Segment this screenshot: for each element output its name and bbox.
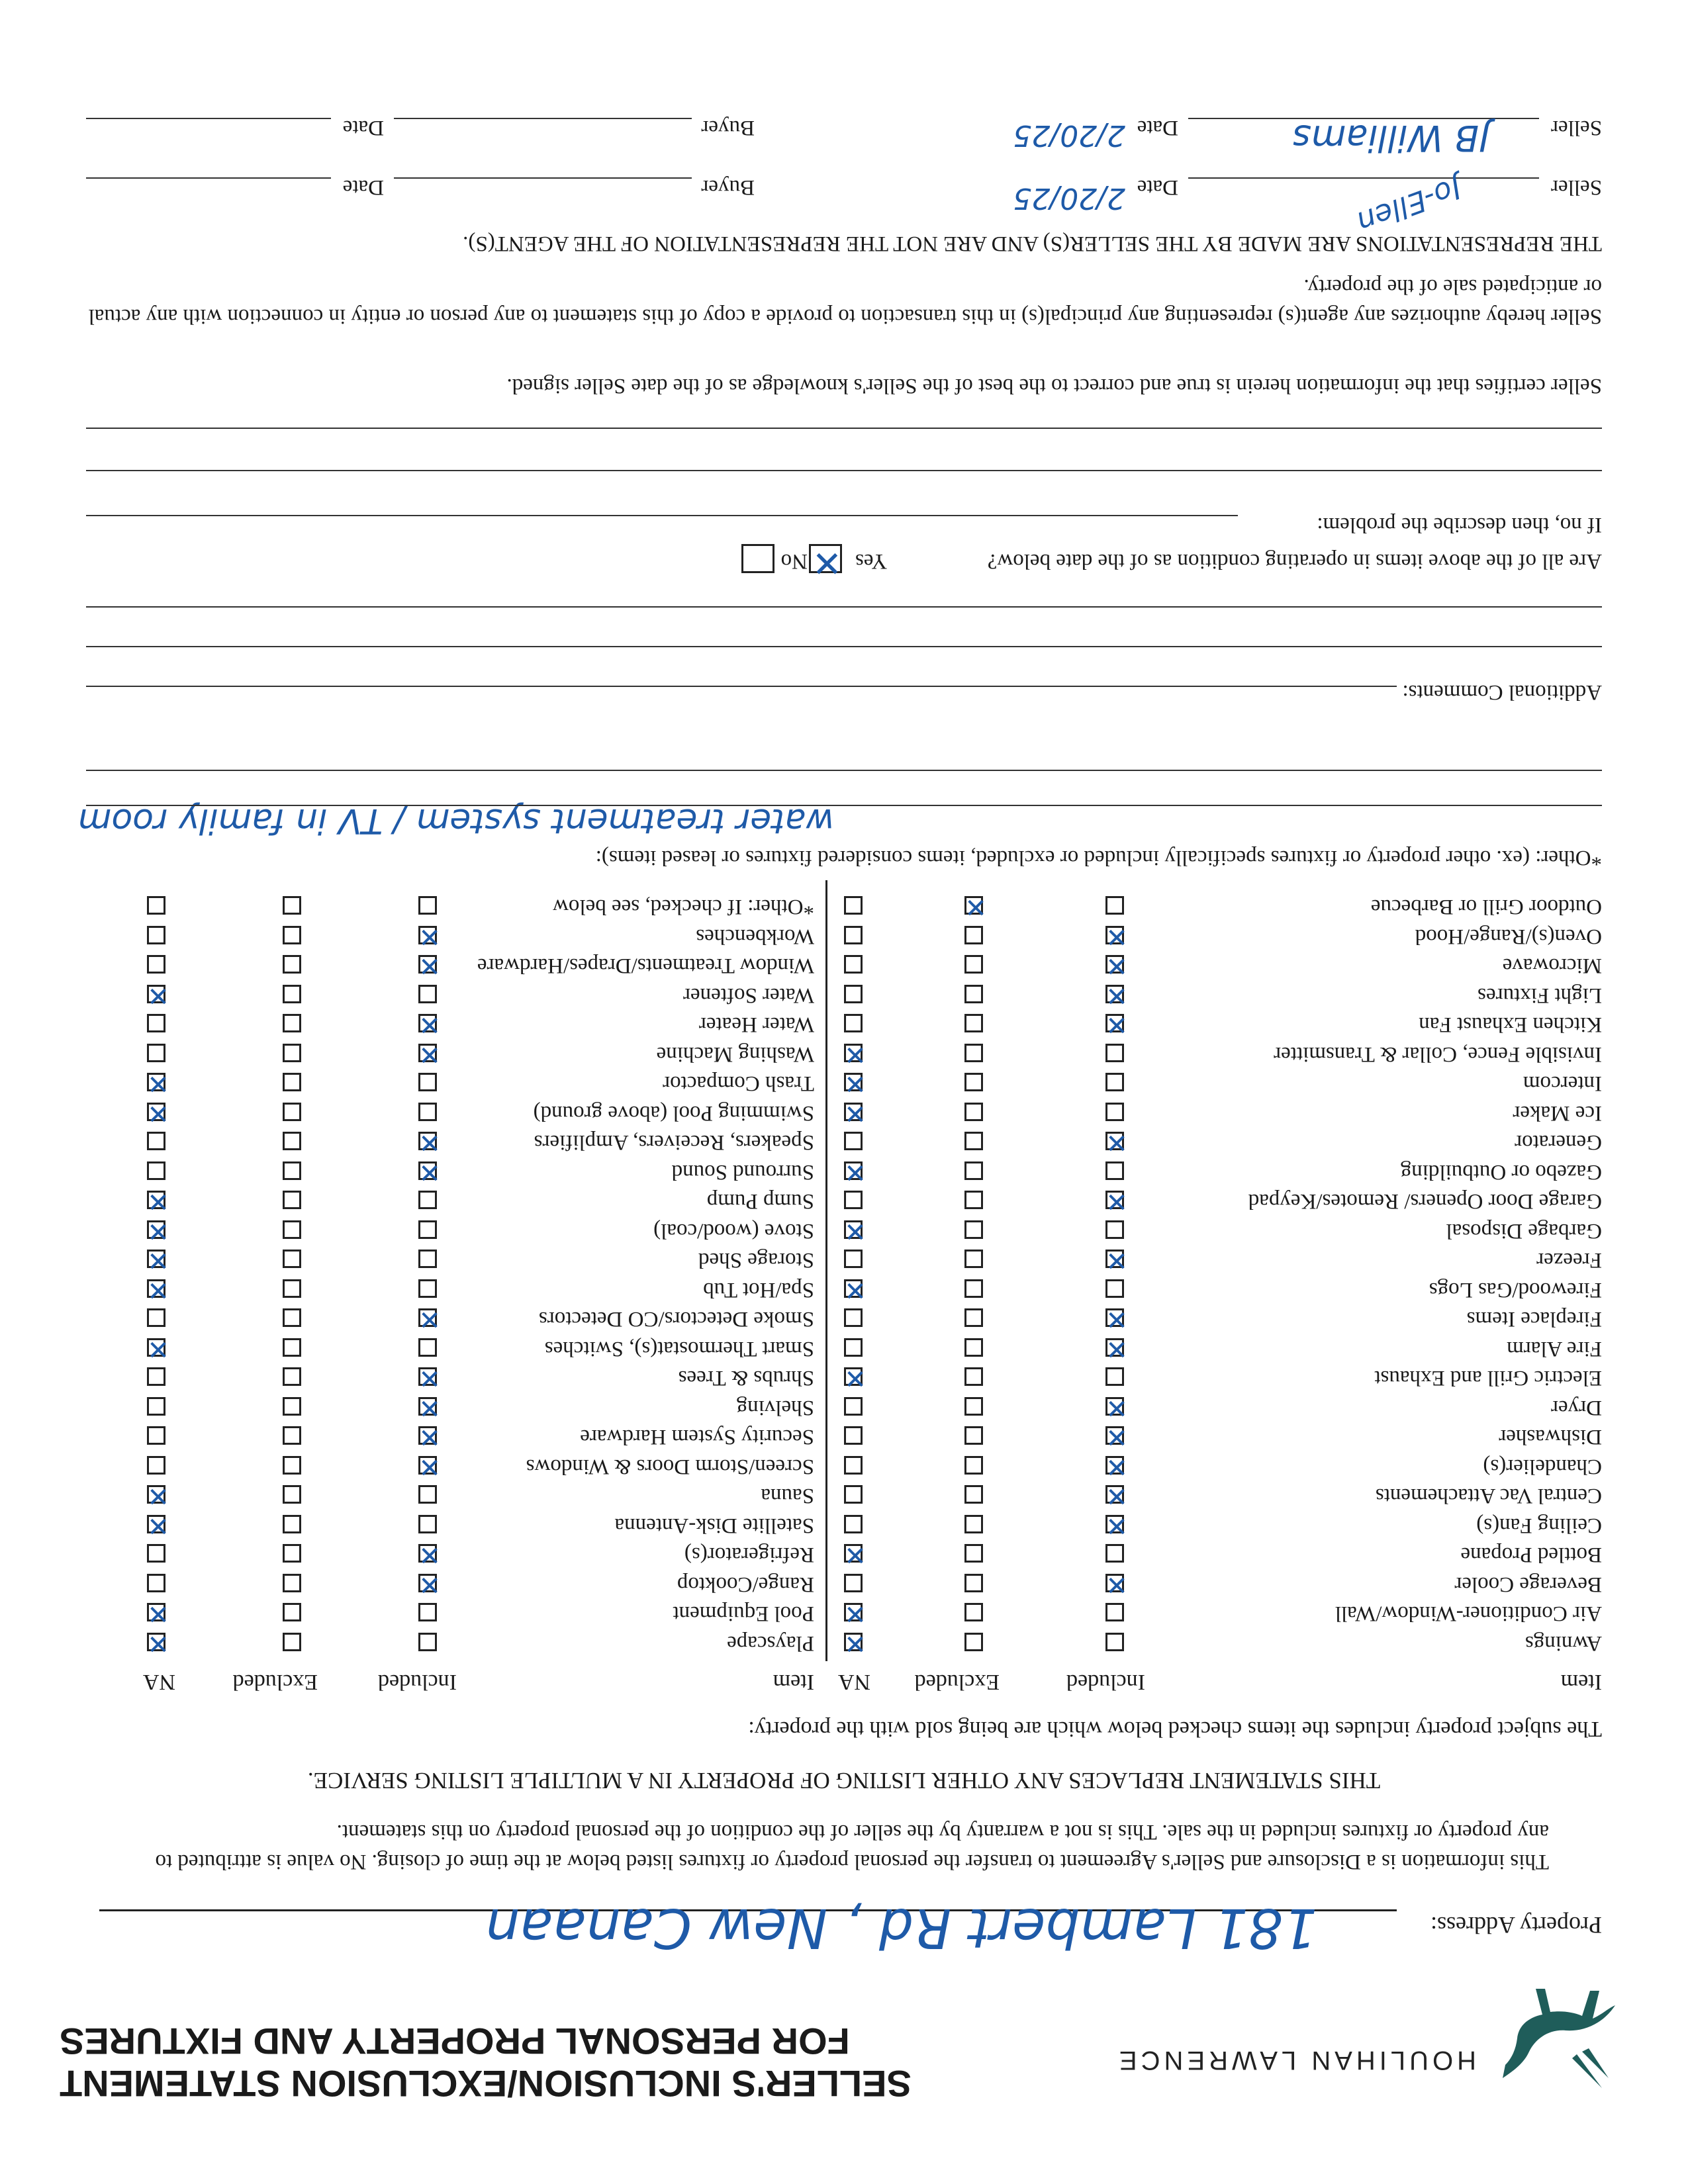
excluded-checkbox[interactable] [964, 1338, 983, 1357]
additional-line-3 [86, 606, 1602, 608]
table-row-label: Garbage Disposal [1446, 1219, 1602, 1243]
check-mark-icon: ✕ [147, 1186, 169, 1217]
table-row-label: Firewood/Gas Logs [1429, 1278, 1602, 1302]
excluded-checkbox[interactable] [283, 1044, 301, 1062]
table-row-label: Screen/Storm Doors & Windows [526, 1455, 814, 1479]
operating-no-checkbox[interactable] [741, 544, 774, 573]
na-checkbox[interactable] [844, 1338, 863, 1357]
excluded-checkbox[interactable] [283, 1633, 301, 1651]
table-row-label: Swimming Pool (above ground) [533, 1101, 814, 1125]
other-label: *Other: (ex. other property or fixtures specifically included or excluded, items considered fixtures or leased items): [595, 846, 1602, 870]
na-checkbox[interactable] [844, 1250, 863, 1269]
excluded-checkbox[interactable] [283, 1545, 301, 1563]
check-mark-icon: ✕ [418, 1569, 441, 1600]
table-row-label: Air Conditioner-Window/Wall [1335, 1602, 1602, 1626]
included-checkbox[interactable] [1105, 1279, 1124, 1298]
included-checkbox[interactable] [1105, 1633, 1124, 1651]
table-row-label: Smart Thermostat(s), Switches [544, 1337, 814, 1361]
table-row-label: Spa/Hot Tub [703, 1278, 814, 1302]
table-row-label: Invisible Fence, Collar & Transmitter [1274, 1042, 1602, 1066]
col-included-left: Included [1066, 1670, 1145, 1694]
excluded-checkbox[interactable] [283, 1250, 301, 1269]
excluded-checkbox[interactable] [283, 956, 301, 974]
operating-question: Are all of the above items in operating condition as of the date below? [987, 549, 1602, 573]
buyer2-line [394, 118, 692, 119]
excluded-checkbox[interactable] [283, 926, 301, 944]
table-row-label: Awnings [1524, 1631, 1602, 1655]
table-row-label: Bottled Propane [1460, 1543, 1602, 1567]
included-checkbox[interactable] [418, 1633, 437, 1651]
included-checkbox[interactable] [418, 1338, 437, 1357]
check-mark-icon: ✕ [147, 1098, 169, 1128]
excluded-checkbox[interactable] [964, 1397, 983, 1416]
check-mark-icon: ✕ [147, 1480, 169, 1512]
buyer1-date-line [86, 177, 331, 179]
included-checkbox[interactable] [1105, 1368, 1124, 1387]
excluded-checkbox[interactable] [964, 1427, 983, 1445]
excluded-checkbox[interactable] [964, 1279, 983, 1298]
if-no-line-2 [86, 470, 1602, 471]
table-row-label: Light Fixtures [1477, 983, 1602, 1007]
col-na-right: NA [142, 1670, 175, 1694]
included-checkbox[interactable] [418, 1073, 437, 1092]
excluded-checkbox[interactable] [283, 1191, 301, 1210]
na-checkbox[interactable] [844, 1427, 863, 1445]
check-mark-icon: ✕ [844, 1157, 867, 1187]
check-mark-icon: ✕ [418, 1539, 441, 1570]
table-row-label: Surround Sound [671, 1160, 814, 1184]
na-checkbox[interactable] [147, 1545, 165, 1563]
check-mark-icon: ✕ [147, 1245, 169, 1276]
check-mark-icon: ✕ [1105, 1009, 1128, 1040]
check-mark-icon: ✕ [1105, 1304, 1128, 1335]
table-row-label: Outdoor Grill or Barbecue [1370, 895, 1602, 919]
buyer1-line [394, 177, 692, 179]
excluded-checkbox[interactable] [283, 1132, 301, 1151]
check-mark-icon: ✕ [844, 1598, 867, 1629]
check-mark-icon: ✕ [1105, 1510, 1128, 1541]
excluded-checkbox[interactable] [283, 1161, 301, 1180]
buyer2-date-label: Date [342, 116, 384, 140]
table-row-label: Washing Machine [656, 1042, 814, 1066]
check-mark-icon: ✕ [418, 1009, 441, 1040]
check-mark-icon: ✕ [1105, 921, 1128, 952]
table-row-label: Intercom [1523, 1071, 1602, 1096]
title-line-1: SELLER'S INCLUSION/EXCLUSION STATEMENT [60, 2063, 912, 2105]
seller1-date[interactable]: 2/20/25 [1013, 181, 1125, 215]
seller2-signature[interactable]: JB Williams [1292, 117, 1489, 159]
check-mark-icon: ✕ [147, 1216, 169, 1246]
excluded-checkbox[interactable] [283, 1486, 301, 1504]
na-checkbox[interactable] [147, 1015, 165, 1033]
na-checkbox[interactable] [147, 1574, 165, 1592]
na-checkbox[interactable] [147, 1456, 165, 1475]
excluded-checkbox[interactable] [283, 1309, 301, 1328]
included-checkbox[interactable] [1105, 1545, 1124, 1563]
operating-yes-mark: ✕ [812, 542, 842, 584]
excluded-checkbox[interactable] [964, 1515, 983, 1533]
table-row-label: Satellite Disk-Antenna [614, 1514, 814, 1537]
table-row-label: Ice Maker [1513, 1101, 1602, 1125]
check-mark-icon: ✕ [147, 1628, 169, 1659]
table-row-label: Storage Shed [698, 1248, 814, 1273]
na-checkbox[interactable] [844, 1574, 863, 1592]
included-checkbox[interactable] [1105, 1044, 1124, 1062]
table-row-label: *Other: If checked, see below [553, 895, 814, 919]
table-row-label: Dryer [1551, 1396, 1602, 1420]
table-row-label: Chandelier(s) [1483, 1455, 1602, 1479]
na-checkbox[interactable] [147, 1427, 165, 1445]
check-mark-icon: ✕ [1105, 980, 1128, 1011]
col-included-right: Included [378, 1670, 457, 1694]
excluded-checkbox[interactable] [283, 985, 301, 1003]
excluded-checkbox[interactable] [964, 1604, 983, 1622]
excluded-checkbox[interactable] [964, 1309, 983, 1328]
check-mark-icon: ✕ [147, 1275, 169, 1305]
check-mark-icon: ✕ [844, 1363, 867, 1394]
authorize-text: Seller hereby authorizes any agent(s) representing any principal(s) in this transaction to provide a copy of this statement to any person or entity in connection with any actual or anticipated sale of the property. [88, 275, 1602, 328]
table-row-label: Generator [1515, 1130, 1602, 1155]
col-na-left: NA [837, 1670, 870, 1694]
check-mark-icon: ✕ [844, 1628, 867, 1659]
check-mark-icon: ✕ [147, 1068, 169, 1099]
na-checkbox[interactable] [844, 1486, 863, 1504]
excluded-checkbox[interactable] [283, 1279, 301, 1298]
excluded-checkbox[interactable] [283, 1015, 301, 1033]
check-mark-icon: ✕ [418, 1392, 441, 1423]
additional-line-1 [86, 686, 1397, 687]
check-mark-icon: ✕ [844, 1216, 867, 1246]
excluded-checkbox[interactable] [283, 1397, 301, 1416]
na-checkbox[interactable] [844, 1015, 863, 1033]
excluded-checkbox[interactable] [283, 1456, 301, 1475]
excluded-checkbox[interactable] [283, 1368, 301, 1387]
check-mark-icon: ✕ [964, 891, 987, 923]
na-checkbox[interactable] [147, 1368, 165, 1387]
included-checkbox[interactable] [418, 1103, 437, 1121]
seller1-line [1188, 177, 1539, 179]
na-checkbox[interactable] [147, 1044, 165, 1062]
check-mark-icon: ✕ [844, 1068, 867, 1099]
excluded-checkbox[interactable] [964, 1015, 983, 1033]
na-checkbox[interactable] [844, 897, 863, 915]
table-row-label: Dishwasher [1499, 1425, 1602, 1449]
included-checkbox[interactable] [418, 1486, 437, 1504]
excluded-checkbox[interactable] [964, 1250, 983, 1269]
included-checkbox[interactable] [1105, 1161, 1124, 1180]
table-row-label: Sauna [761, 1484, 814, 1508]
table-row-label: Freezer [1536, 1248, 1602, 1273]
excluded-checkbox[interactable] [964, 1044, 983, 1062]
table-row-label: Microwave [1502, 954, 1602, 978]
buyer2-label: Buyer [701, 116, 755, 140]
excluded-checkbox[interactable] [283, 1574, 301, 1592]
check-mark-icon: ✕ [147, 1510, 169, 1541]
excluded-checkbox[interactable] [283, 1515, 301, 1533]
intro-paragraph: This information is a Disclosure and Seller's Agreement to transfer the personal property or fixtures listed below at the time of closing. No value is attributed to any property or fixtures included in the sale. This is not a warranty by the seller of the condition of the personal property on this statement. [155, 1820, 1549, 1874]
na-checkbox[interactable] [844, 926, 863, 944]
excluded-checkbox[interactable] [964, 926, 983, 944]
na-checkbox[interactable] [844, 1191, 863, 1210]
na-checkbox[interactable] [844, 1132, 863, 1151]
table-row-label: Range/Cooktop [677, 1572, 814, 1596]
na-checkbox[interactable] [147, 1309, 165, 1328]
table-row-label: Electric Grill and Exhaust [1374, 1366, 1602, 1390]
seller1-label: Seller [1551, 175, 1602, 199]
seller1-date-label: Date [1137, 175, 1178, 199]
other-line-1 [86, 805, 1602, 806]
excluded-checkbox[interactable] [964, 1161, 983, 1180]
additional-line-2 [86, 646, 1602, 647]
table-row-label: Shelving [736, 1396, 814, 1420]
excluded-checkbox[interactable] [964, 1545, 983, 1563]
excluded-checkbox[interactable] [964, 1220, 983, 1239]
included-checkbox[interactable] [418, 1515, 437, 1533]
included-checkbox[interactable] [1105, 1073, 1124, 1092]
table-row-label: Water Heater [698, 1013, 814, 1037]
table-row-label: Smoke Detectors/CO Detectors [538, 1307, 814, 1332]
check-mark-icon: ✕ [1105, 950, 1128, 981]
na-checkbox[interactable] [844, 1397, 863, 1416]
operating-yes-label: Yes [855, 549, 887, 573]
seller2-date[interactable]: 2/20/25 [1013, 118, 1125, 152]
check-mark-icon: ✕ [418, 1451, 441, 1482]
included-checkbox[interactable] [418, 1191, 437, 1210]
representation-notice: THE REPRESENTATIONS ARE MADE BY THE SELLER(S) AND ARE NOT THE REPRESENTATION OF THE AGENT(S). [463, 232, 1602, 255]
seller2-date-label: Date [1137, 116, 1178, 140]
check-mark-icon: ✕ [1105, 1186, 1128, 1217]
table-row-label: Fireplace Items [1466, 1307, 1602, 1332]
table-row-label: Speakers, Receivers, Amplifiers [534, 1130, 814, 1155]
check-mark-icon: ✕ [418, 1363, 441, 1394]
if-no-line-3 [86, 428, 1602, 429]
property-address-label: Property Address: [1430, 1912, 1602, 1938]
included-checkbox[interactable] [1105, 1604, 1124, 1622]
na-checkbox[interactable] [147, 1397, 165, 1416]
excluded-checkbox[interactable] [964, 1633, 983, 1651]
included-checkbox[interactable] [418, 1279, 437, 1298]
table-row-label: Water Softener [683, 983, 814, 1007]
operating-no-label: No [780, 549, 808, 573]
excluded-checkbox[interactable] [964, 1574, 983, 1592]
included-checkbox[interactable] [418, 1604, 437, 1622]
check-mark-icon: ✕ [1105, 1334, 1128, 1364]
table-divider [825, 880, 827, 1661]
included-checkbox[interactable] [1105, 1103, 1124, 1121]
excluded-checkbox[interactable] [964, 985, 983, 1003]
check-mark-icon: ✕ [147, 1334, 169, 1364]
excluded-checkbox[interactable] [964, 1103, 983, 1121]
check-mark-icon: ✕ [147, 1598, 169, 1629]
table-row-label: Central Vac Attachements [1375, 1484, 1602, 1508]
col-item-right: Item [773, 1670, 814, 1694]
excluded-checkbox[interactable] [283, 1103, 301, 1121]
excluded-checkbox[interactable] [283, 1220, 301, 1239]
excluded-checkbox[interactable] [964, 956, 983, 974]
table-row-label: Fire Alarm [1507, 1337, 1602, 1361]
check-mark-icon: ✕ [418, 1422, 441, 1453]
check-mark-icon: ✕ [1105, 1451, 1128, 1482]
na-checkbox[interactable] [147, 1132, 165, 1151]
check-mark-icon: ✕ [1105, 1422, 1128, 1453]
excluded-checkbox[interactable] [283, 1427, 301, 1445]
page-title [60, 2020, 912, 2105]
excluded-checkbox[interactable] [964, 1486, 983, 1504]
buyer1-label: Buyer [701, 175, 755, 199]
check-mark-icon: ✕ [1105, 1569, 1128, 1600]
if-no-label: If no, then describe the problem: [1317, 513, 1602, 537]
na-checkbox[interactable] [844, 956, 863, 974]
check-mark-icon: ✕ [147, 980, 169, 1011]
na-checkbox[interactable] [147, 956, 165, 974]
col-item-left: Item [1560, 1670, 1602, 1694]
check-mark-icon: ✕ [418, 1304, 441, 1335]
table-row-label: Gazebo or Outbuilding [1400, 1160, 1602, 1184]
table-row-label: Garage Door Openers/ Remotes/Keypad [1248, 1189, 1602, 1214]
mls-notice: THIS STATEMENT REPLACES ANY OTHER LISTING OF PROPERTY IN A MULTIPLE LISTING SERVICE. [307, 1768, 1381, 1794]
check-mark-icon: ✕ [844, 1539, 867, 1570]
check-mark-icon: ✕ [844, 1275, 867, 1305]
table-row-label: Security System Hardware [580, 1425, 814, 1449]
additional-comments-label: Additional Comments: [1402, 680, 1602, 704]
table-row-label: Workbenches [696, 925, 814, 948]
na-checkbox[interactable] [844, 1309, 863, 1328]
excluded-checkbox[interactable] [964, 1368, 983, 1387]
other-line-2 [86, 770, 1602, 771]
excluded-checkbox[interactable] [283, 1604, 301, 1622]
table-row-label: Refrigerator(s) [684, 1543, 814, 1567]
excluded-checkbox[interactable] [964, 1073, 983, 1092]
table-row-label: Pool Equipment [673, 1602, 814, 1626]
seller1-signature[interactable]: Jo-Ellen [1352, 170, 1466, 240]
buyer1-date-label: Date [342, 175, 384, 199]
title-line-2: FOR PERSONAL PROPERTY AND FIXTURES [60, 2021, 850, 2062]
included-checkbox[interactable] [1105, 1220, 1124, 1239]
col-excluded-right: Excluded [232, 1670, 318, 1694]
excluded-checkbox[interactable] [964, 1456, 983, 1475]
seller2-label: Seller [1551, 116, 1602, 140]
other-value[interactable]: water treatment system / TV in family room [77, 801, 834, 841]
excluded-checkbox[interactable] [283, 897, 301, 915]
table-row-label: Kitchen Exhaust Fan [1419, 1013, 1602, 1037]
na-checkbox[interactable] [844, 1456, 863, 1475]
check-mark-icon: ✕ [1105, 1127, 1128, 1158]
certify-text: Seller certifies that the information herein is true and correct to the best of the Seller's knowledge as of the date Seller signed. [506, 374, 1602, 398]
check-mark-icon: ✕ [844, 1098, 867, 1128]
check-mark-icon: ✕ [1105, 1392, 1128, 1423]
table-row-label: Sump Pump [706, 1189, 814, 1214]
na-checkbox[interactable] [147, 926, 165, 944]
table-row-label: Trash Compactor [663, 1071, 814, 1096]
table-row-label: Shrubs & Trees [678, 1366, 814, 1390]
na-checkbox[interactable] [844, 985, 863, 1003]
table-row-label: Playscape [727, 1631, 814, 1655]
check-mark-icon: ✕ [1105, 1480, 1128, 1512]
na-checkbox[interactable] [147, 1161, 165, 1180]
included-checkbox[interactable] [1105, 897, 1124, 915]
excluded-checkbox[interactable] [283, 1073, 301, 1092]
if-no-line-1 [86, 515, 1238, 516]
check-mark-icon: ✕ [418, 1039, 441, 1069]
check-mark-icon: ✕ [418, 950, 441, 981]
check-mark-icon: ✕ [418, 1157, 441, 1187]
included-checkbox[interactable] [418, 1250, 437, 1269]
excluded-checkbox[interactable] [964, 1191, 983, 1210]
property-address-value[interactable]: 181 Lambert Rd , New Canaan [485, 1896, 1317, 1959]
included-checkbox[interactable] [418, 897, 437, 915]
check-mark-icon: ✕ [418, 1127, 441, 1158]
check-mark-icon: ✕ [1105, 1245, 1128, 1276]
table-row-label: Oven(s)/Range/Hood [1415, 925, 1602, 948]
horse-logo-icon [1489, 1979, 1628, 2105]
excluded-checkbox[interactable] [283, 1338, 301, 1357]
included-checkbox[interactable] [418, 1220, 437, 1239]
table-row-label: Ceiling Fan(s) [1476, 1514, 1602, 1537]
check-mark-icon: ✕ [844, 1039, 867, 1069]
table-row-label: Stove (wood/coal) [653, 1219, 814, 1243]
table-row-label: Window Treatments/Drapes/Hardware [477, 954, 814, 978]
check-mark-icon: ✕ [418, 921, 441, 952]
buyer2-date-line [86, 118, 331, 119]
table-row-label: Beverage Cooler [1454, 1572, 1602, 1596]
included-checkbox[interactable] [418, 985, 437, 1003]
na-checkbox[interactable] [147, 897, 165, 915]
brand-name: HOULIHAN LAWRENCE [1115, 2046, 1476, 2075]
col-excluded-left: Excluded [914, 1670, 1000, 1694]
na-checkbox[interactable] [844, 1515, 863, 1533]
excluded-checkbox[interactable] [964, 1132, 983, 1151]
subject-statement: The subject property includes the items checked below which are being sold with the property: [748, 1717, 1602, 1741]
